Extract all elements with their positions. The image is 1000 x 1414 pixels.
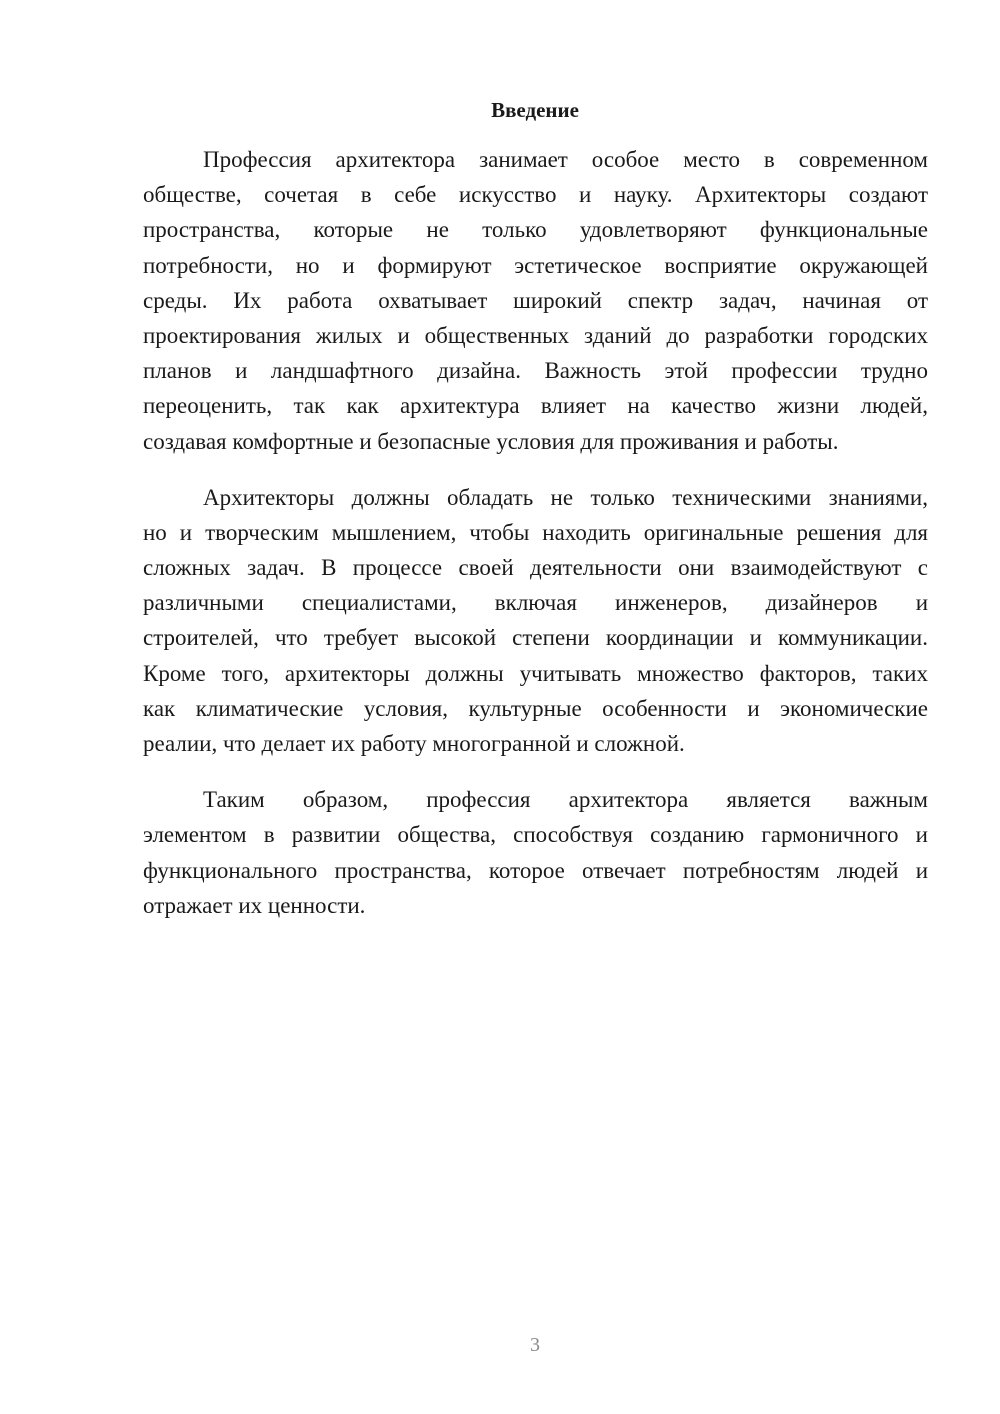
text-line: Архитекторы должны обладать не только техническими знаниями, — [203, 484, 928, 510]
page-number: 3 — [530, 1334, 540, 1356]
paragraph — [143, 782, 928, 923]
text-line: планов и ландшафтного дизайна. Важность этой профессии трудно — [143, 358, 928, 384]
text-line: отражает их ценности. — [143, 892, 366, 918]
paragraph — [143, 142, 928, 459]
text-line: строителей, что требует высокой степени координации и коммуникации. — [143, 625, 928, 651]
text-line: создавая комфортные и безопасные условия для проживания и работы. — [143, 428, 839, 454]
paragraph — [143, 480, 928, 762]
document-body — [143, 142, 928, 944]
text-line: Таким образом, профессия архитектора является важным — [203, 787, 928, 813]
text-line: среды. Их работа охватывает широкий спектр задач, начиная от — [143, 287, 928, 313]
text-line: различными специалистами, включая инженеров, дизайнеров и — [143, 590, 928, 616]
section-title: Введение — [491, 98, 579, 122]
text-line: но и творческим мышлением, чтобы находить оригинальные решения для — [143, 519, 928, 545]
text-line: обществе, сочетая в себе искусство и науку. Архитекторы создают — [143, 182, 928, 208]
text-line: потребности, но и формируют эстетическое восприятие окружающей — [143, 252, 928, 278]
text-line: реалии, что делает их работу многогранной и сложной. — [143, 731, 685, 756]
text-line: сложных задач. В процессе своей деятельности они взаимодействуют с — [143, 555, 928, 581]
text-line: элементом в развитии общества, способствуя созданию гармоничного и — [143, 822, 928, 848]
text-line: проектирования жилых и общественных зданий до разработки городских — [143, 322, 928, 348]
text-line: пространства, которые не только удовлетворяют функциональные — [143, 217, 928, 243]
text-line: Профессия архитектора занимает особое место в современном — [203, 147, 928, 172]
text-line: Кроме того, архитекторы должны учитывать множество факторов, таких — [143, 660, 928, 686]
text-line: функционального пространства, которое отвечает потребностям людей и — [143, 857, 928, 883]
text-line: как климатические условия, культурные особенности и экономические — [143, 695, 928, 721]
text-line: переоценить, так как архитектура влияет на качество жизни людей, — [143, 393, 928, 419]
